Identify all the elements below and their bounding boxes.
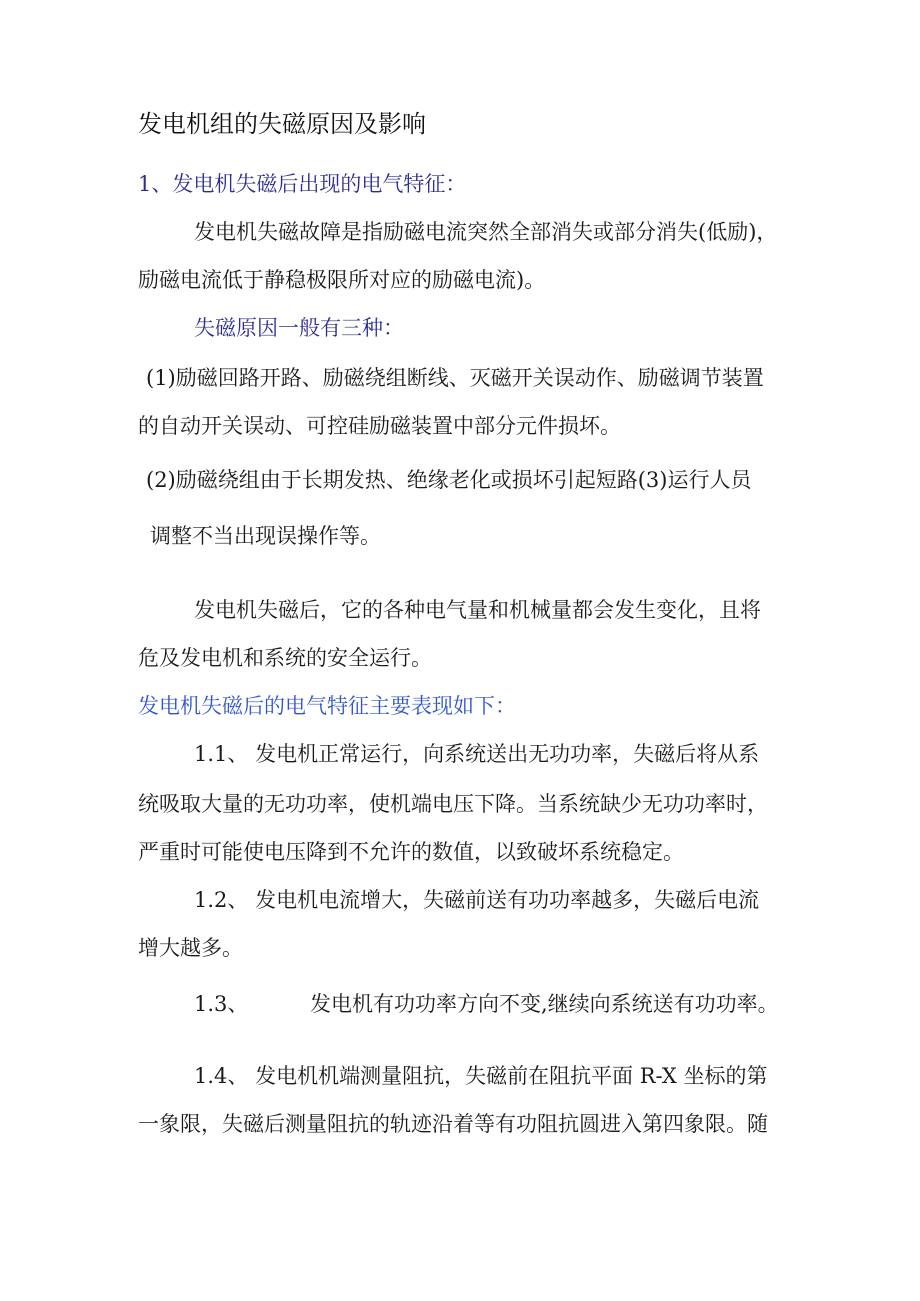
paragraph-line: (1)励磁回路开路、励磁绕组断线、灭磁开关误动作、励磁调节装置 [146, 366, 764, 390]
features-heading: 发电机失磁后的电气特征主要表现如下： [138, 694, 516, 718]
paragraph-line: 1.4、 发电机机端测量阻抗，失磁前在阻抗平面 R-X 坐标的第 [194, 1064, 768, 1088]
section-heading: 1、发电机失磁后出现的电气特征： [138, 172, 467, 196]
paragraph-line: 1.2、 发电机电流增大，失磁前送有功功率越多，失磁后电流 [194, 888, 760, 912]
paragraph-line: 严重时可能使电压降到不允许的数值，以致破坏系统稳定。 [138, 840, 684, 864]
paragraph-line: 发电机失磁后，它的各种电气量和机械量都会发生变化，且将 [194, 598, 761, 622]
paragraph-line: (2)励磁绕组由于长期发热、绝缘老化或损坏引起短路(3)运行人员 [146, 468, 752, 492]
paragraph-line: 发电机失磁故障是指励磁电流突然全部消失或部分消失(低励)， [194, 220, 778, 244]
paragraph-line: 一象限，失磁后测量阻抗的轨迹沿着等有功阻抗圆进入第四象限。随 [138, 1112, 768, 1136]
paragraph-line: 1.1、 发电机正常运行，向系统送出无功功率，失磁后将从系 [194, 742, 760, 766]
paragraph-line: 统吸取大量的无功功率，使机端电压下降。当系统缺少无功功率时， [138, 792, 768, 816]
paragraph-line: 增大越多。 [138, 936, 243, 960]
document-title: 发电机组的失磁原因及影响 [138, 110, 426, 138]
paragraph-line: 调整不当出现误操作等。 [150, 524, 381, 548]
paragraph-line: 励磁电流低于静稳极限所对应的励磁电流)。 [138, 268, 546, 292]
paragraph-line: 危及发电机和系统的安全运行。 [138, 646, 432, 670]
paragraph-line: 发电机有功功率方向不变,继续向系统送有功功率。 [310, 992, 779, 1016]
item-number: 1.3、 [194, 992, 249, 1016]
paragraph-line: 的自动开关误动、可控硅励磁装置中部分元件损坏。 [138, 414, 621, 438]
causes-heading: 失磁原因一般有三种： [194, 316, 404, 340]
